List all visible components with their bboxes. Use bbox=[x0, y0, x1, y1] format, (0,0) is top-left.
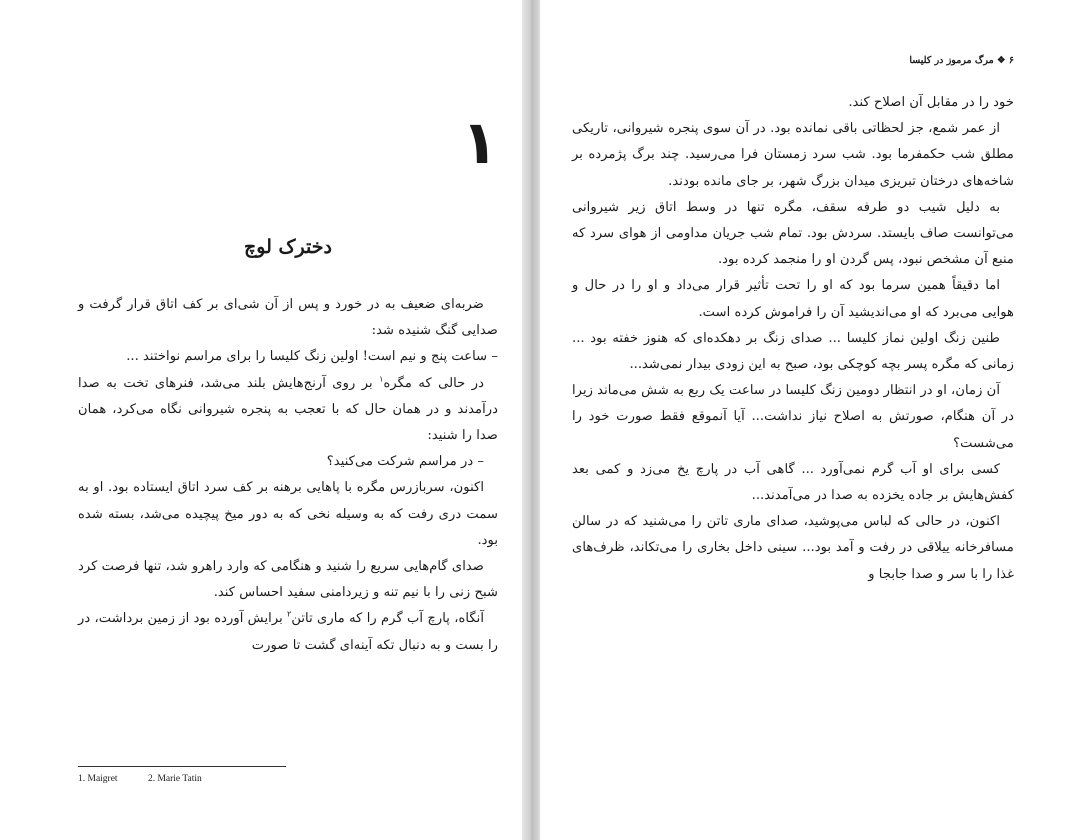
footnote-marker: ۱ bbox=[379, 374, 384, 384]
paragraph: ضربه‌ای ضعیف به در خورد و پس از آن شی‌ای بر کف اتاق قرار گرفت و صدایی گنگ شنیده شد: bbox=[78, 297, 498, 339]
paragraph: اکنون، در حالی که لباس می‌پوشید، صدای ماری تاتن را می‌شنید که در سالن مسافرخانه ییلاقی در رفت و آمد بود... سینی داخل بخاری را می‌تکاند، ظرف‌های غذا را با سر و صدا جابجا و bbox=[572, 514, 1014, 582]
paragraph-text: در حالی که مگره bbox=[383, 375, 484, 391]
footnote-rule bbox=[78, 766, 286, 767]
chapter-title: دخترک لوچ bbox=[244, 236, 332, 258]
chapter-number: ۱ bbox=[461, 108, 498, 178]
paragraph-text: برایش آورده بود از زمین برداشت، در را بست و به دنبال تکه آینه‌ای گشت تا صورت bbox=[78, 611, 498, 653]
paragraph: آن زمان، او در انتظار دومین زنگ کلیسا در ساعت یک ربع به شش می‌ماند زیرا در آن هنگام، صورتش به اصلاح نیاز نداشت... آیا آنموقع فقط صورت خود را می‌شست؟ bbox=[572, 383, 1014, 451]
paragraph: – در مراسم شرکت می‌کنید؟ bbox=[326, 454, 484, 470]
paragraph-text: آنگاه، پارچ آب گرم را که ماری تاتن bbox=[291, 611, 485, 627]
left-page-body bbox=[78, 292, 498, 659]
footnote-marker: ۲ bbox=[287, 610, 292, 620]
paragraph: صدای گام‌هایی سریع را شنید و هنگامی که وارد راهرو شد، تنها فرصت کرد شبح زنی را با نیم تنه و زیردامنی سفید احساس کند. bbox=[78, 559, 498, 601]
footnotes bbox=[78, 772, 230, 786]
paragraph: کسی برای او آب گرم نمی‌آورد ... گاهی آب در پارچ یخ می‌زد و کمی بعد کفش‌هایش بر جاده یخزده به صدا در می‌آمدند... bbox=[572, 461, 1014, 504]
paragraph: اکنون، سربازرس مگره با پاهایی برهنه بر کف سرد اتاق ایستاده بود. او به سمت دری رفت که به وسیله نخی که به دور میخ پیچیده می‌شد، بسته شده بود. bbox=[78, 480, 498, 548]
paragraph: اما دقیقاً همین سرما بود که او را تحت تأثیر قرار می‌داد و او را در حال و هوایی می‌برد که او می‌اندیشید آن را فراموش کرده است. bbox=[572, 278, 1014, 320]
paragraph: خود را در مقابل آن اصلاح کند. bbox=[848, 95, 1014, 110]
paragraph: طنین زنگ اولین نماز کلیسا ... صدای زنگ بر دهکده‌ای که هنوز خفته بود ... زمانی که مگره پسر بچه کوچکی بود، صبح به این زودی بیدار نمی‌شد... bbox=[572, 330, 1014, 373]
paragraph: به دلیل شیب دو طرفه سقف، مگره تنها در وسط اتاق زیر شیروانی می‌توانست صاف بایستد. سردش بود. تمام شب جریان مداومی از هوای سرد که منبع آن مشخص نبود، پس گردن او را منجمد کرده بود. bbox=[572, 199, 1014, 268]
book-gutter bbox=[522, 0, 540, 840]
paragraph-text: بر روی آرنج‌هایش بلند می‌شد، فنرهای تخت به صدا درآمدند و در همان حال که با تعجب به پنجره شیروانی نگاه می‌کرد، همان صدا را شنید: bbox=[78, 375, 498, 444]
paragraph bbox=[78, 371, 498, 450]
footnote: 2. Marie Tatin bbox=[147, 774, 202, 784]
running-head: ۶ ❖ مرگ مرموز در کلیسا bbox=[909, 55, 1014, 66]
footnote: 1. Maigret bbox=[78, 774, 118, 784]
paragraph bbox=[78, 606, 498, 658]
paragraph: از عمر شمع، جز لحظاتی باقی نمانده بود. در آن سوی پنجره شیروانی، تاریکی مطلق شب حکمفرما بود. شب سرد زمستان فرا می‌رسید. چند برگ پژمرده بر شاخه‌های درختان تبریزی میدان بزرگ شهر، بر جای مانده بودند. bbox=[572, 121, 1014, 189]
paragraph: – ساعت پنج و نیم است! اولین زنگ کلیسا را برای مراسم نواختند ... bbox=[126, 349, 498, 365]
right-page-body bbox=[572, 90, 1014, 588]
